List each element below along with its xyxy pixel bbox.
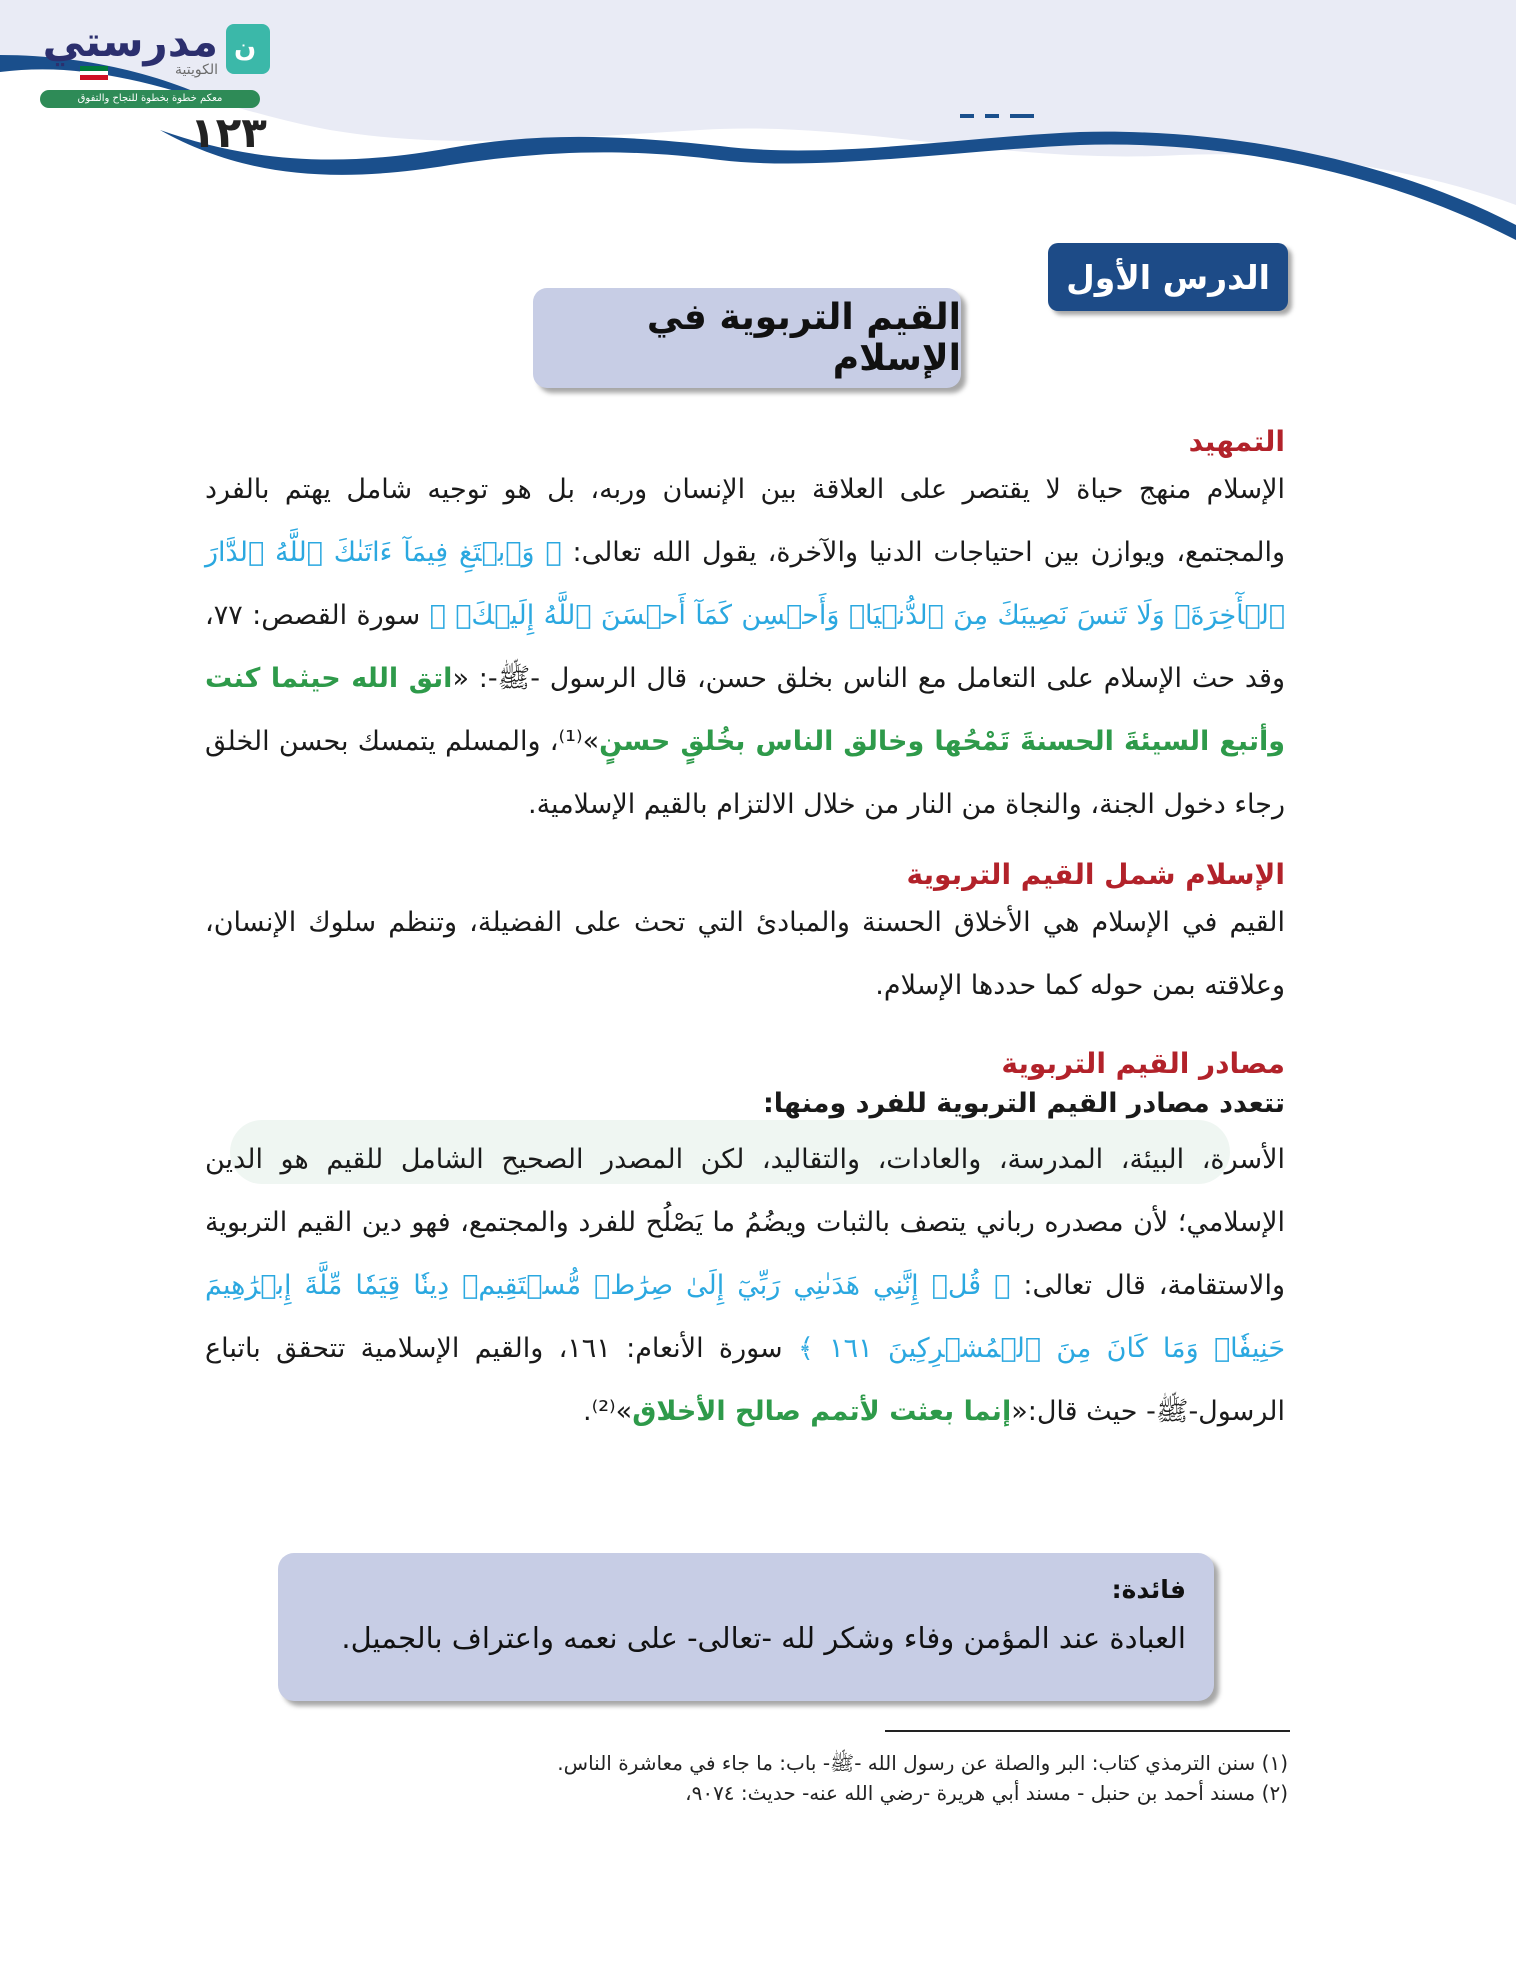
sources-subheading: تتعدد مصادر القيم التربوية للفرد ومنها: xyxy=(762,1088,1285,1119)
page-number: ١٢٣ xyxy=(190,108,267,157)
lesson-label-tab: الدرس الأول xyxy=(1048,243,1288,311)
section-heading-comprehensive: الإسلام شمل القيم التربوية xyxy=(906,858,1285,891)
comprehensive-paragraph: القيم في الإسلام هي الأخلاق الحسنة والمبادئ التي تحث على الفضيلة، وتنظم سلوك الإنسان، وعلاقته بمن حوله كما حددها الإسلام. xyxy=(205,907,1285,1001)
intro-paragraph: الإسلام منهج حياة لا يقتصر على العلاقة بين الإنسان وربه، بل هو توجيه شامل يهتم بالفرد والمجتمع، ويوازن بين احتياجات الدنيا والآخرة، يقول الله تعالى: ﴿ وَٱبۡتَغِ فِيمَآ ءَاتَىٰكَ ٱللَّهُ ٱلدَّارَ ٱلۡأٓخِرَةَۖ وَلَا تَنسَ نَصِيبَكَ مِنَ ٱلدُّنۡيَاۖ وَأَحۡسِن كَمَآ أَحۡسَنَ ٱللَّهُ إِلَيۡكَۖ ﴾ سورة القصص: ٧٧، وقد حث الإسلام على التعامل مع الناس بخلق حسن، قال الرسول -ﷺ-: «اتق الله حيثما كنت وأتبع السيئةَ الحسنةَ تَمْحُها وخالق الناس بخُلقٍ حسنٍ»⁽¹⁾، والمسلم يتمسك بحسن الخلق رجاء دخول الجنة، والنجاة من النار من خلال الالتزام بالقيم الإسلامية. xyxy=(205,474,1285,820)
section-heading-sources: مصادر القيم التربوية xyxy=(1001,1047,1285,1080)
lesson-content xyxy=(205,425,1285,1443)
sources-paragraph: الأسرة، البيئة، المدرسة، والعادات، والتقاليد، لكن المصدر الصحيح الشامل للقيم هو الدين الإسلامي؛ لأن مصدره رباني يتصف بالثبات ويضُمُ ما يَصْلُح للفرد والمجتمع، فهو دين القيم التربوية والاستقامة، قال تعالى: ﴿ قُلۡ إِنَّنِي هَدَىٰنِي رَبِّيٓ إِلَىٰ صِرَٰطٖ مُّسۡتَقِيمٖ دِينٗا قِيَمٗا مِّلَّةَ إِبۡرَٰهِيمَ حَنِيفٗاۚ وَمَا كَانَ مِنَ ٱلۡمُشۡرِكِينَ ١٦١ ﴾ سورة الأنعام: ١٦١، والقيم الإسلامية تتحقق باتباع الرسول-ﷺ- حيث قال:«إنما بعثت لأتمم صالح الأخلاق»⁽²⁾. xyxy=(205,1144,1286,1427)
footnote-item: (١) سنن الترمذي كتاب: البر والصلة عن رسول الله -ﷺ- باب: ما جاء في معاشرة الناس. xyxy=(557,1751,1288,1775)
benefit-note-box xyxy=(278,1553,1214,1701)
hadith-text: إنما بعثت لأتمم صالح الأخلاق xyxy=(632,1396,1012,1427)
footnote-item: (٢) مسند أحمد بن حنبل - مسند أبي هريرة -رضي الله عنه- حديث: ٩٠٧٤، xyxy=(685,1781,1288,1805)
note-title: فائدة: xyxy=(1111,1575,1186,1604)
footnotes xyxy=(288,1748,1288,1808)
footnote-divider xyxy=(885,1730,1290,1732)
logo-subtitle: الكويتية xyxy=(175,62,218,78)
lesson-title: القيم التربوية في الإسلام xyxy=(533,288,961,388)
logo-icon: ن xyxy=(226,24,270,74)
quran-verse: ﴿ قُلۡ إِنَّنِي هَدَىٰنِي رَبِّيٓ إِلَىٰ صِرَٰطٖ مُّسۡتَقِيمٖ دِينٗا قِيَمٗا مِّلَّةَ إِبۡرَٰهِيمَ حَنِيفٗاۚ وَمَا كَانَ مِنَ ٱلۡمُشۡرِكِينَ ١٦١ ﴾ xyxy=(205,1270,1286,1364)
site-logo xyxy=(40,18,270,113)
kuwait-flag-icon xyxy=(80,66,108,80)
hadith-text: اتق الله حيثما كنت وأتبع السيئةَ الحسنةَ تَمْحُها وخالق الناس بخُلقٍ حسنٍ xyxy=(205,663,1285,757)
quran-verse: ﴿ وَٱبۡتَغِ فِيمَآ ءَاتَىٰكَ ٱللَّهُ ٱلدَّارَ ٱلۡأٓخِرَةَۖ وَلَا تَنسَ نَصِيبَكَ مِنَ ٱلدُّنۡيَاۖ وَأَحۡسِن كَمَآ أَحۡسَنَ ٱللَّهُ إِلَيۡكَۖ ﴾ xyxy=(205,537,1285,631)
section-heading-intro: التمهيد xyxy=(1188,425,1285,458)
logo-text: مدرستي xyxy=(42,17,218,66)
note-text: العبادة عند المؤمن وفاء وشكر لله -تعالى- على نعمه واعتراف بالجميل. xyxy=(341,1621,1186,1655)
logo-tagline: معكم خطوة بخطوة للنجاح والتفوق xyxy=(40,90,260,108)
